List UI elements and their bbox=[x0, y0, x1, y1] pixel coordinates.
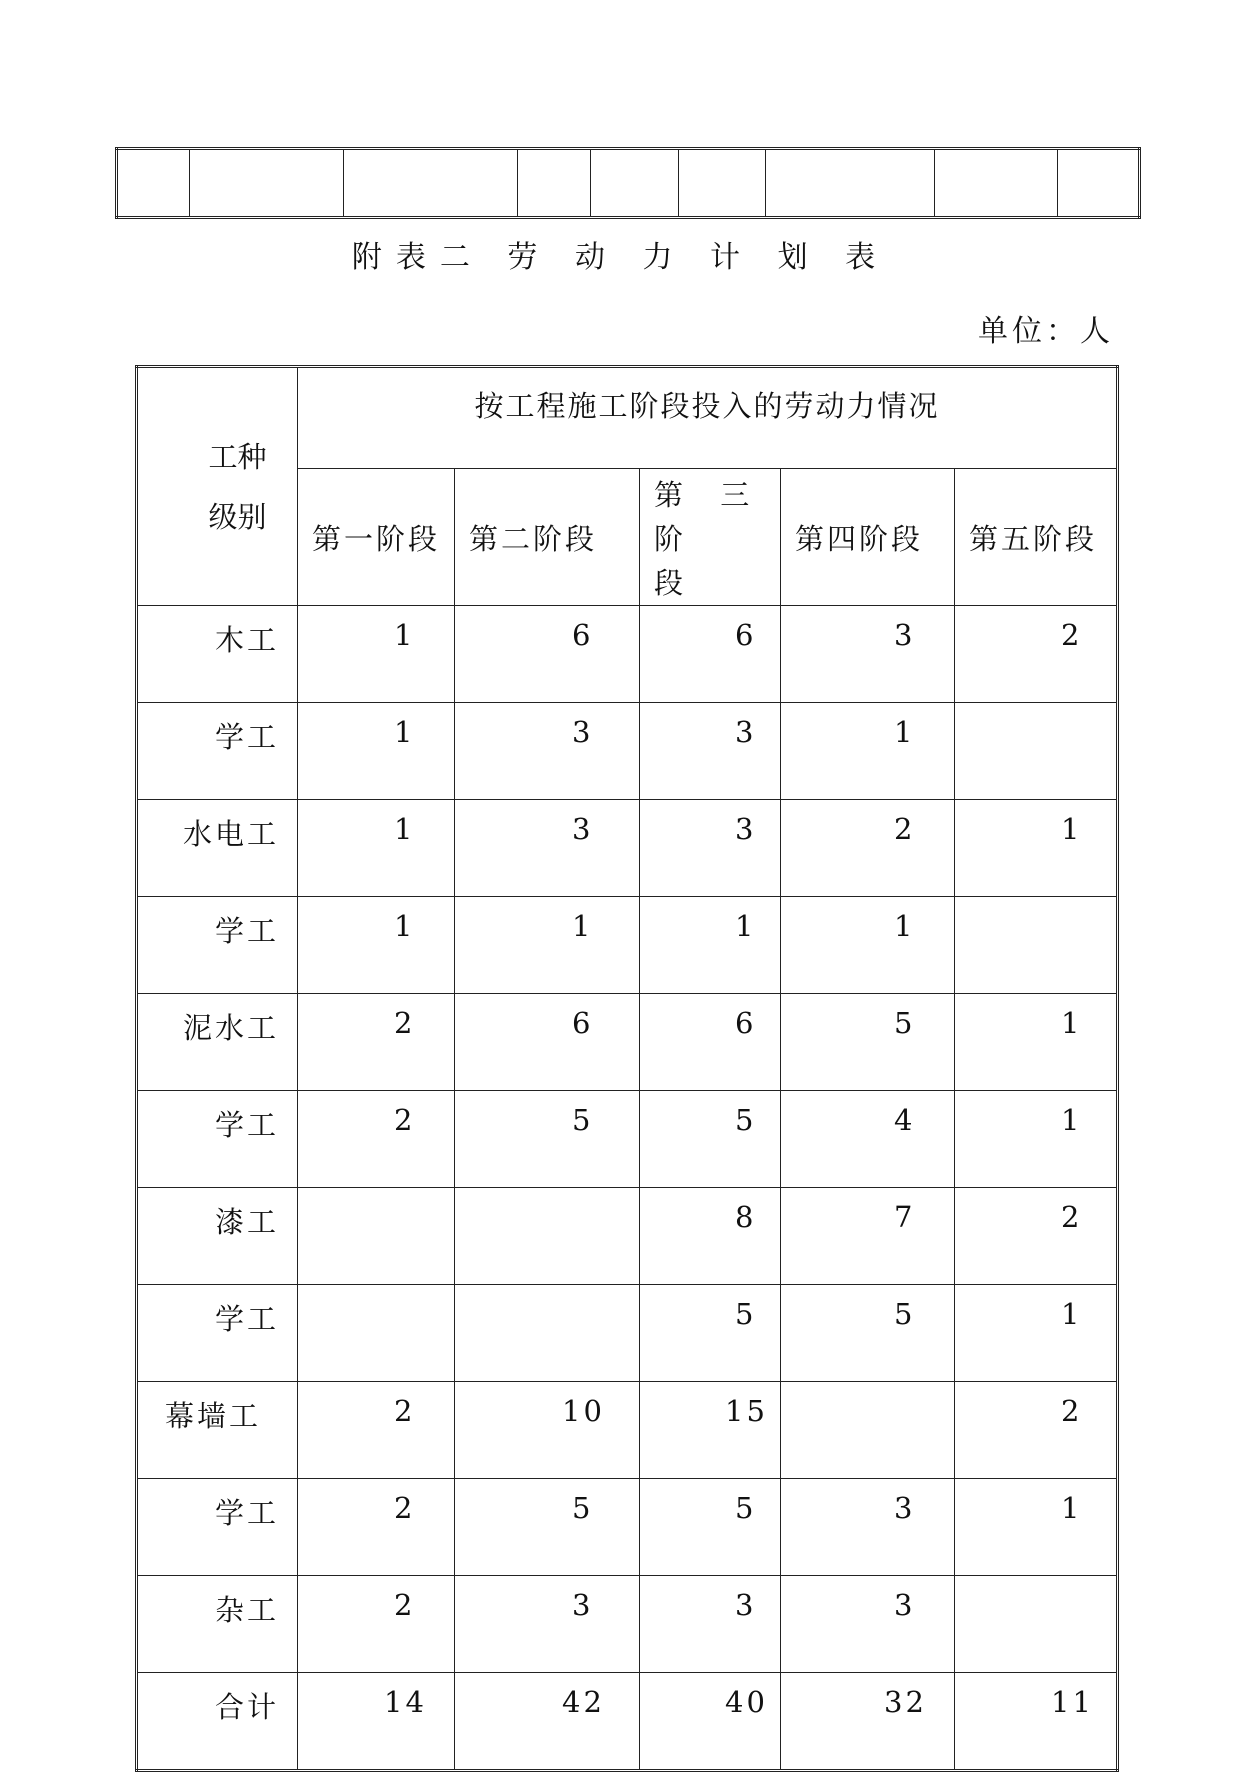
corner-label-level: 级别 bbox=[208, 499, 267, 534]
table-cell: 5 bbox=[640, 1285, 781, 1382]
total-cell: 40 bbox=[640, 1673, 781, 1771]
total-label: 合计 bbox=[137, 1673, 298, 1771]
table-cell bbox=[955, 703, 1118, 800]
table-cell: 2 bbox=[298, 994, 455, 1091]
stage-header-4: 第四阶段 bbox=[781, 469, 955, 606]
table-row bbox=[137, 703, 1118, 800]
table-cell bbox=[298, 1285, 455, 1382]
table-cell: 1 bbox=[781, 703, 955, 800]
table-cell: 6 bbox=[455, 994, 640, 1091]
row-label: 幕墙工 bbox=[137, 1382, 298, 1479]
corner-label-trade: 工种 bbox=[208, 439, 267, 474]
table-cell: 1 bbox=[955, 1091, 1118, 1188]
table-cell: 1 bbox=[955, 1285, 1118, 1382]
table-cell: 1 bbox=[298, 606, 455, 703]
empty-cell bbox=[190, 149, 344, 218]
table-cell: 2 bbox=[298, 1576, 455, 1673]
empty-cell bbox=[591, 149, 679, 218]
row-label: 水电工 bbox=[137, 800, 298, 897]
table-cell bbox=[455, 1188, 640, 1285]
table-cell: 1 bbox=[455, 897, 640, 994]
table-row bbox=[137, 1285, 1118, 1382]
table-cell: 3 bbox=[455, 703, 640, 800]
table-cell: 2 bbox=[955, 606, 1118, 703]
table-cell: 6 bbox=[640, 994, 781, 1091]
table-cell: 5 bbox=[781, 1285, 955, 1382]
empty-cell bbox=[518, 149, 591, 218]
row-label: 漆工 bbox=[137, 1188, 298, 1285]
table-cell: 3 bbox=[640, 1576, 781, 1673]
table-cell: 8 bbox=[640, 1188, 781, 1285]
table-cell: 1 bbox=[955, 994, 1118, 1091]
table-cell bbox=[955, 1576, 1118, 1673]
total-cell: 32 bbox=[781, 1673, 955, 1771]
empty-cell bbox=[344, 149, 518, 218]
table-cell: 2 bbox=[298, 1479, 455, 1576]
table-cell: 2 bbox=[298, 1382, 455, 1479]
table-cell: 3 bbox=[455, 800, 640, 897]
table-cell: 1 bbox=[298, 800, 455, 897]
table-cell: 5 bbox=[455, 1479, 640, 1576]
table-cell: 1 bbox=[298, 703, 455, 800]
table-cell: 1 bbox=[640, 897, 781, 994]
table-cell: 3 bbox=[455, 1576, 640, 1673]
table-row bbox=[137, 1091, 1118, 1188]
table-cell bbox=[781, 1382, 955, 1479]
stage-header-1: 第一阶段 bbox=[298, 469, 455, 606]
table-cell: 5 bbox=[781, 994, 955, 1091]
total-cell: 42 bbox=[455, 1673, 640, 1771]
table-row bbox=[137, 1576, 1118, 1673]
table-cell: 3 bbox=[640, 703, 781, 800]
row-label: 学工 bbox=[137, 1091, 298, 1188]
table-cell: 1 bbox=[298, 897, 455, 994]
table-row bbox=[137, 1188, 1118, 1285]
row-label: 泥水工 bbox=[137, 994, 298, 1091]
table-cell: 3 bbox=[640, 800, 781, 897]
table-cell: 3 bbox=[781, 606, 955, 703]
table-cell bbox=[298, 1188, 455, 1285]
table-cell: 7 bbox=[781, 1188, 955, 1285]
table-row bbox=[137, 1479, 1118, 1576]
table-cell bbox=[955, 897, 1118, 994]
row-label: 杂工 bbox=[137, 1576, 298, 1673]
table-cell: 2 bbox=[298, 1091, 455, 1188]
total-cell: 14 bbox=[298, 1673, 455, 1771]
table-cell: 2 bbox=[781, 800, 955, 897]
table-cell: 15 bbox=[640, 1382, 781, 1479]
table-cell: 1 bbox=[781, 897, 955, 994]
row-label: 学工 bbox=[137, 1285, 298, 1382]
unit-label: 单位：人 bbox=[978, 314, 1114, 349]
table-cell: 10 bbox=[455, 1382, 640, 1479]
row-label: 学工 bbox=[137, 1479, 298, 1576]
table-cell: 5 bbox=[640, 1091, 781, 1188]
table-cell: 6 bbox=[455, 606, 640, 703]
empty-cell bbox=[679, 149, 766, 218]
table-cell bbox=[455, 1285, 640, 1382]
page-title: 附表二 劳 动 力 计 划 表 bbox=[351, 240, 890, 275]
table-row bbox=[137, 1382, 1118, 1479]
table-row-total bbox=[137, 1673, 1118, 1771]
group-header: 按工程施工阶段投入的劳动力情况 bbox=[298, 367, 1118, 469]
empty-cell bbox=[766, 149, 935, 218]
empty-cell bbox=[935, 149, 1058, 218]
stage-header-3 bbox=[640, 469, 781, 606]
top-empty-table bbox=[115, 147, 1141, 219]
table-cell: 4 bbox=[781, 1091, 955, 1188]
table-cell: 3 bbox=[781, 1576, 955, 1673]
table-cell: 5 bbox=[640, 1479, 781, 1576]
table-row bbox=[137, 606, 1118, 703]
table-cell: 2 bbox=[955, 1188, 1118, 1285]
stage-header-3-line2: 段 bbox=[654, 566, 686, 600]
table-cell: 1 bbox=[955, 800, 1118, 897]
table-cell: 2 bbox=[955, 1382, 1118, 1479]
row-label: 木工 bbox=[137, 606, 298, 703]
total-cell: 11 bbox=[955, 1673, 1118, 1771]
stage-header-2: 第二阶段 bbox=[455, 469, 640, 606]
table-cell: 1 bbox=[955, 1479, 1118, 1576]
table-row bbox=[137, 897, 1118, 994]
table-row bbox=[137, 994, 1118, 1091]
table-cell: 3 bbox=[781, 1479, 955, 1576]
table-cell: 6 bbox=[640, 606, 781, 703]
table-cell: 5 bbox=[455, 1091, 640, 1188]
header-corner-cell bbox=[137, 367, 298, 606]
row-label: 学工 bbox=[137, 897, 298, 994]
empty-cell bbox=[1058, 149, 1140, 218]
row-label: 学工 bbox=[137, 703, 298, 800]
labor-plan-table bbox=[135, 365, 1119, 1772]
empty-cell bbox=[117, 149, 190, 218]
table-row bbox=[137, 800, 1118, 897]
stage-header-5: 第五阶段 bbox=[955, 469, 1118, 606]
stage-header-3-line1: 第 三 阶 bbox=[654, 478, 764, 556]
